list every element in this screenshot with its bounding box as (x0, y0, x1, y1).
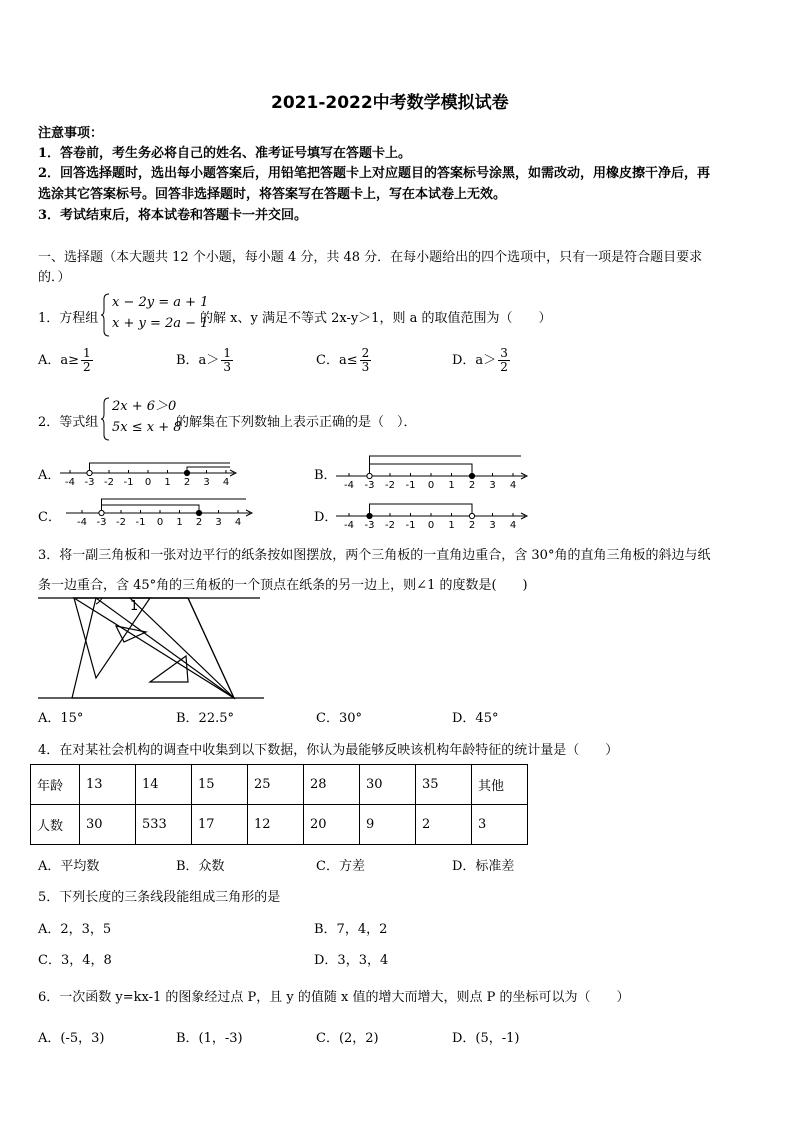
q2-system (112, 396, 182, 438)
triangle-figure (38, 594, 268, 702)
tick-label: 2 (183, 477, 191, 488)
q4-text: 4．在对某社会机构的调查中收集到以下数据，你认为最能够反映该机构年龄特征的统计量是（ ） (38, 743, 619, 758)
closed-point (184, 470, 189, 475)
tick-label: 3 (489, 480, 496, 491)
q6-option-a[interactable]: A．(-5，3) (38, 1031, 105, 1046)
fraction: $\frac{2}{3}$ (361, 346, 370, 374)
brace-icon (101, 397, 111, 441)
age-data-table (30, 764, 528, 845)
table-row (31, 805, 528, 845)
q3-option-a[interactable]: A．15° (38, 711, 84, 726)
table-cell: 533 (136, 805, 192, 845)
solution-ray (370, 456, 522, 476)
open-point (367, 473, 372, 478)
section-heading-cont: 的．） (38, 270, 71, 285)
table-cell: 人数 (31, 805, 80, 845)
table-cell: 2 (416, 805, 472, 845)
tick-label: 4 (234, 517, 242, 528)
section-heading: 一、选择题（本大题共 12 个小题，每小题 4 分，共 48 分．在每小题给出的四个选项中，只有一项是符合题目要求 (38, 250, 703, 265)
solution-ray (90, 463, 231, 473)
tick-label: 4 (222, 477, 230, 488)
table-cell: 17 (192, 805, 248, 845)
q3-option-b[interactable]: B．22.5° (176, 711, 234, 726)
q6-option-b[interactable]: B．(1，-3) (176, 1031, 243, 1046)
table-cell: 30 (360, 765, 416, 805)
tick-label: -4 (65, 477, 75, 488)
notes-item: 2．回答选择题时，选出每小题答案后，用铅笔把答题卡上对应题目的答案标号涂黑，如需改动，用橡皮擦干净后，再 (38, 166, 711, 181)
open-point (469, 513, 474, 518)
tick-label: 3 (203, 477, 210, 488)
solution-ray (370, 464, 473, 476)
q1-option-c[interactable]: C．a≤ $\frac{2}{3}$ (316, 346, 370, 374)
notes-item: 选涂其它答案标号。回答非选择题时，将答案写在答题卡上，写在本试卷上无效。 (38, 187, 507, 202)
table-cell: 28 (304, 765, 360, 805)
q2-option-c-label[interactable]: C． (38, 510, 61, 525)
table-cell: 其他 (472, 765, 528, 805)
q2-option-b-label[interactable]: B． (314, 468, 337, 483)
q6-text: 6．一次函数 y=kx-1 的图象经过点 P，且 y 的值随 x 值的增大而增大，则点 P 的坐标可以为（ ） (38, 990, 630, 1005)
tick-label: -2 (104, 477, 114, 488)
tick-label: 1 (176, 517, 183, 528)
tick-label: 0 (156, 517, 164, 528)
table-cell: 3 (472, 805, 528, 845)
angle-1-label: 1 (130, 599, 139, 614)
table-cell: 15 (192, 765, 248, 805)
q2-option-a-label[interactable]: A． (38, 468, 61, 483)
tick-label: -4 (344, 480, 354, 491)
table-cell: 35 (416, 765, 472, 805)
table-cell: 25 (248, 765, 304, 805)
q5-option-b[interactable]: B．7，4，2 (314, 922, 388, 937)
q5-option-d[interactable]: D．3，3，4 (314, 953, 389, 968)
table-row (31, 765, 528, 805)
q4-option-d[interactable]: D．标准差 (452, 859, 515, 874)
tick-label: -2 (385, 520, 395, 531)
tick-label: 0 (427, 520, 435, 531)
tick-label: 3 (489, 520, 496, 531)
q4-option-a[interactable]: A．平均数 (38, 859, 100, 874)
table-cell: 30 (80, 805, 136, 845)
q3-text-cont: 条一边重合，含 45°角的三角板的一个顶点在纸条的另一边上，则∠1 的度数是( ) (38, 578, 528, 593)
solution-ray (187, 467, 230, 473)
tick-label: -1 (123, 477, 134, 488)
q1-prefix: 1．方程组 (38, 311, 99, 326)
q1-eq1: x − 2y = a + 1 (112, 295, 209, 310)
tick-label: -1 (405, 520, 416, 531)
q3-option-c[interactable]: C．30° (316, 711, 362, 726)
closed-point (469, 473, 474, 478)
q3-option-d[interactable]: D．45° (452, 711, 499, 726)
q6-option-c[interactable]: C．(2，2) (316, 1031, 379, 1046)
fraction: $\frac{1}{2}$ (83, 346, 91, 374)
q1-option-d[interactable]: D．a＞ $\frac{3}{2}$ (452, 346, 508, 374)
q2-prefix: 2．等式组 (38, 415, 99, 430)
fraction: $\frac{3}{2}$ (500, 346, 508, 374)
tick-label: 1 (448, 520, 455, 531)
q1-eq2: x + y = 2a − 1 (112, 316, 209, 331)
tick-label: -3 (84, 477, 95, 488)
tick-label: 0 (427, 480, 435, 491)
q1-suffix: 的解 x、y 满足不等式 2x-y＞1，则 a 的取值范围为（ ） (200, 311, 552, 326)
number-line-c[interactable] (66, 494, 256, 534)
fraction: $\frac{1}{3}$ (223, 346, 231, 374)
tick-label: -2 (385, 480, 395, 491)
tick-label: 0 (144, 477, 152, 488)
open-point (99, 510, 104, 515)
solution-ray (102, 505, 200, 513)
q6-option-d[interactable]: D．(5，-1) (452, 1031, 520, 1046)
q1-option-a[interactable]: A．a≥ $\frac{1}{2}$ (38, 346, 91, 374)
q5-option-a[interactable]: A．2，3，5 (38, 922, 112, 937)
number-line-d[interactable] (336, 500, 531, 536)
table-cell: 13 (80, 765, 136, 805)
number-line-b[interactable] (336, 450, 531, 496)
tick-label: 2 (468, 480, 476, 491)
solution-ray (370, 504, 473, 516)
q2-suffix: 的解集在下列数轴上表示正确的是（ ）． (176, 415, 417, 430)
q4-option-c[interactable]: C．方差 (316, 859, 365, 874)
tick-label: 2 (468, 520, 476, 531)
q3-text: 3．将一副三角板和一张对边平行的纸条按如图摆放，两个三角板的一直角边重合，含 30°角的直角三角板的斜边与纸 (38, 548, 711, 563)
table-cell: 年龄 (31, 765, 80, 805)
q2-eq1: 2x + 6＞0 (112, 399, 177, 414)
tick-label: -2 (116, 517, 126, 528)
q5-option-c[interactable]: C．3，4，8 (38, 953, 112, 968)
q1-system (112, 292, 208, 334)
tick-label: -1 (135, 517, 146, 528)
tick-label: -3 (364, 480, 375, 491)
tick-label: -3 (364, 520, 375, 531)
notes-heading: 注意事项： (38, 126, 104, 141)
table-cell: 14 (136, 765, 192, 805)
tick-label: 3 (215, 517, 222, 528)
table-cell: 9 (360, 805, 416, 845)
tick-label: 4 (509, 520, 517, 531)
tick-label: -4 (77, 517, 87, 528)
table-cell: 12 (248, 805, 304, 845)
table-cell: 20 (304, 805, 360, 845)
tick-label: -4 (344, 520, 354, 531)
q1-option-b[interactable]: B．a＞ $\frac{1}{3}$ (176, 346, 231, 374)
closed-point (196, 510, 201, 515)
q5-text: 5．下列长度的三条线段能组成三角形的是 (38, 890, 281, 905)
brace-icon (101, 293, 111, 337)
q2-option-d-label[interactable]: D． (314, 510, 338, 525)
q2-eq2: 5x ≤ x + 8 (112, 420, 182, 435)
q4-option-b[interactable]: B．众数 (176, 859, 225, 874)
solution-ray (102, 499, 247, 513)
tick-label: -3 (96, 517, 107, 528)
closed-point (367, 513, 372, 518)
tick-label: 1 (448, 480, 455, 491)
tick-label: 2 (195, 517, 203, 528)
notes-item: 3．考试结束后，将本试卷和答题卡一并交回。 (38, 208, 308, 223)
number-line-a[interactable] (60, 450, 240, 490)
notes-item: 1．答卷前，考生务必将自己的姓名、准考证号填写在答题卡上。 (38, 146, 412, 161)
tick-label: 4 (509, 480, 517, 491)
tick-label: -1 (405, 480, 416, 491)
open-point (87, 470, 92, 475)
page-title: 2021-2022中考数学模拟试卷 (271, 93, 509, 113)
tick-label: 1 (164, 477, 171, 488)
